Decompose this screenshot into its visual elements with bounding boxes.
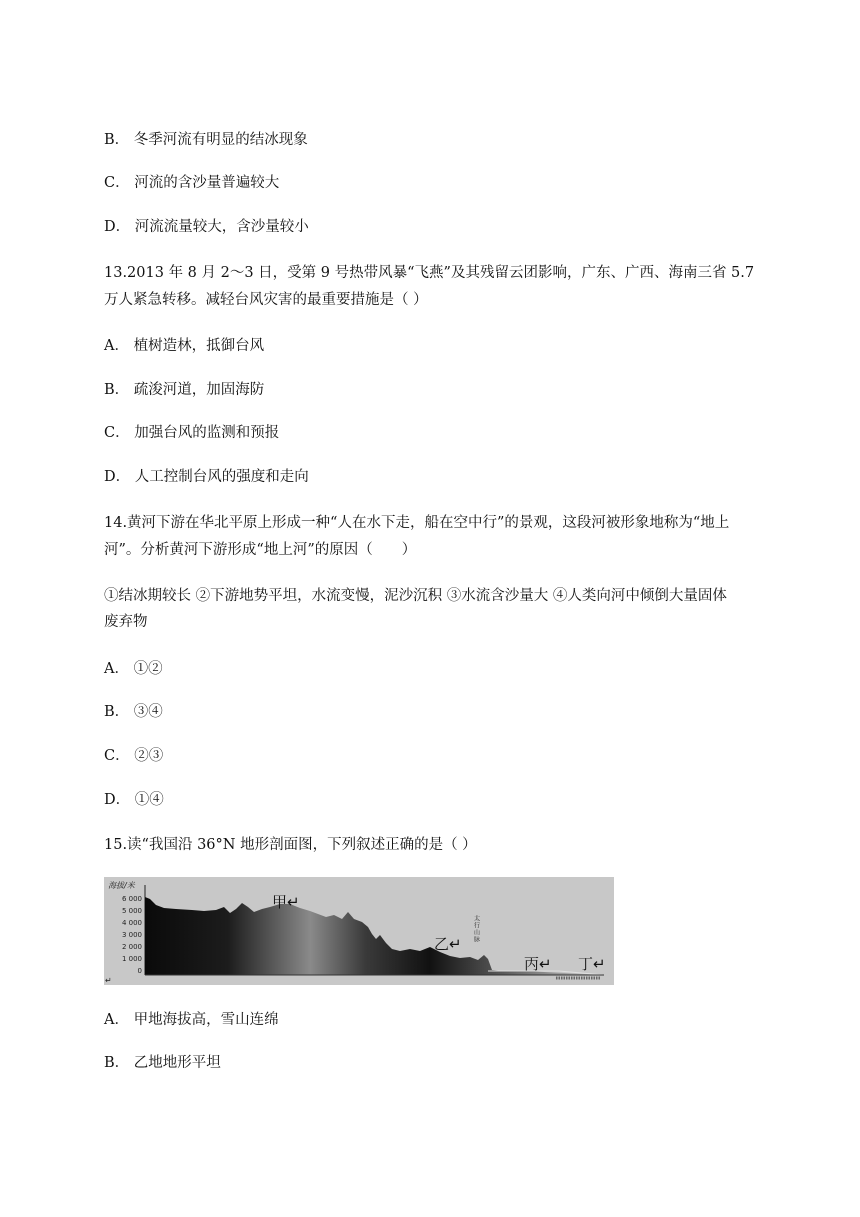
label-ding: 丁↵ [578, 955, 606, 973]
option-a-q15: A． 甲地海拔高，雪山连绵 [104, 1012, 279, 1028]
question-14-line1: 14.黄河下游在华北平原上形成一种“人在水下走，船在空中行”的景观，这段河被形象地称为“地上 [104, 515, 730, 531]
option-a-q14: A． ①② [104, 661, 163, 677]
label-bing: 丙↵ [524, 955, 552, 973]
option-d-q13: D． 人工控制台风的强度和走向 [104, 469, 309, 485]
y-tick-2000: 2 000 [121, 943, 142, 951]
y-tick-3000: 3 000 [121, 931, 142, 939]
option-b-q13: B． 疏浚河道，加固海防 [104, 382, 265, 398]
label-jia: 甲↵ [272, 893, 300, 911]
y-tick-4000: 4 000 [121, 919, 142, 927]
option-b-q12: B． 冬季河流有明显的结冰现象 [104, 132, 308, 148]
corner-return-mark: ↵ [105, 976, 112, 985]
option-a-q13: A． 植树造林，抵御台风 [104, 338, 265, 354]
option-d-q14: D． ①④ [104, 792, 164, 808]
question-13-line2: 万人紧急转移。减轻台风灾害的最重要措施是（ ） [104, 292, 428, 308]
y-tick-5000: 5 000 [121, 907, 142, 915]
question-14-statements-line2: 废弃物 [104, 614, 148, 630]
option-c-q12: C． 河流的含沙量普遍较大 [104, 175, 280, 191]
y-tick-6000: 6 000 [121, 895, 142, 903]
option-d-q12: D． 河流流量较大，含沙量较小 [104, 219, 309, 235]
option-c-q14: C． ②③ [104, 748, 164, 764]
option-c-q13: C． 加强台风的监测和预报 [104, 425, 280, 441]
y-tick-labels [122, 895, 142, 975]
y-tick-0: 0 [137, 967, 142, 975]
label-taihang-mountains: 太行山脉 [472, 915, 480, 943]
question-15-stem: 15.读“我国沿 36°N 地形剖面图，下列叙述正确的是（ ） [104, 837, 477, 853]
option-b-q15: B． 乙地地形平坦 [104, 1055, 221, 1071]
question-14-line2: 河”。分析黄河下游形成“地上河”的原因（ ） [104, 542, 417, 558]
question-14-statements-line1: ①结冰期较长 ②下游地势平坦，水流变慢，泥沙沉积 ③水流含沙量大 ④人类向河中倾倒大量固体 [104, 588, 727, 604]
option-b-q14: B． ③④ [104, 704, 163, 720]
label-yi: 乙↵ [434, 935, 462, 953]
y-tick-1000: 1 000 [121, 955, 142, 963]
terrain-profile-figure [104, 877, 614, 985]
y-axis-title: 海拔/米 [108, 881, 135, 890]
question-13-line1: 13.2013 年 8 月 2～3 日，受第 9 号热带风暴“飞燕”及其残留云团影响，广东、广西、海南三省 5.7 [104, 265, 755, 281]
